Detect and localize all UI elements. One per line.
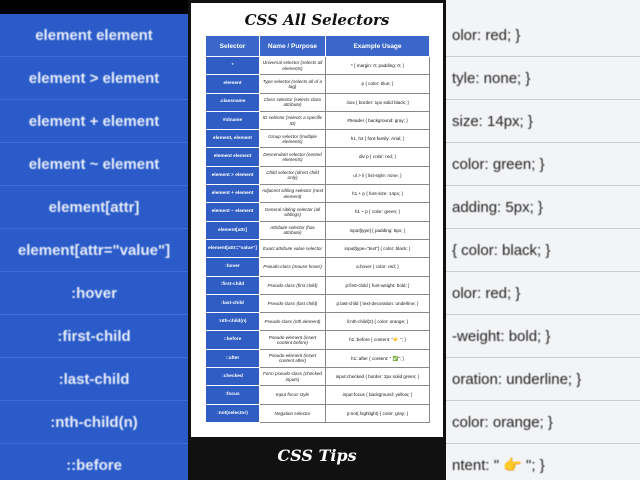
table-row [206, 203, 430, 221]
selector-cell: * [206, 57, 260, 75]
table-row [206, 294, 430, 312]
example-cell: h1 + p { font-size: 14px; } [326, 185, 430, 203]
selector-cell: element [206, 75, 260, 93]
table-row [206, 57, 430, 75]
purpose-cell: Pseudo-class (nth element) [260, 313, 326, 331]
background-example-row [446, 143, 640, 186]
background-example-row [446, 401, 640, 444]
background-selector-row [0, 186, 188, 229]
table-row [206, 258, 430, 276]
background-example-text: color: green; } [452, 155, 545, 173]
background-example-row [446, 315, 640, 358]
background-selector-text: :hover [71, 284, 117, 302]
purpose-cell: Pseudo-element (insert content before) [260, 331, 326, 349]
example-cell: div p { color: red; } [326, 148, 430, 166]
header-example: Example Usage [326, 36, 430, 57]
background-example-row [446, 186, 640, 229]
table-row [206, 368, 430, 386]
table-row [206, 313, 430, 331]
selector-cell: ::after [206, 349, 260, 367]
background-selector-row [0, 229, 188, 272]
table-row [206, 166, 430, 184]
table-row [206, 386, 430, 404]
background-selector-text: element + element [28, 112, 160, 130]
background-left-panel [0, 0, 188, 480]
background-example-row [446, 444, 640, 480]
purpose-cell: Universal selector (selects all elements) [260, 57, 326, 75]
background-selector-text: element[attr="value"] [17, 241, 171, 259]
table-row [206, 276, 430, 294]
purpose-cell: Pseudo-class (first child) [260, 276, 326, 294]
selector-cell: element + element [206, 185, 260, 203]
background-selector-row [0, 100, 188, 143]
purpose-cell: Class selector (selects class attribute) [260, 93, 326, 111]
selector-cell: :hover [206, 258, 260, 276]
purpose-cell: General sibling selector (all siblings) [260, 203, 326, 221]
background-example-text: { color: black; } [452, 241, 551, 259]
background-example-text: ntent: " 👉 "; } [452, 457, 545, 474]
selector-cell: element ~ element [206, 203, 260, 221]
selector-cell: :nth-child(n) [206, 313, 260, 331]
selectors-table [205, 35, 430, 423]
background-example-row [446, 272, 640, 315]
page-title: CSS All Selectors [244, 11, 390, 29]
table-row [206, 111, 430, 129]
background-selector-text: :first-child [57, 327, 131, 345]
background-example-row [446, 358, 640, 401]
example-cell: input:focus { background: yellow; } [326, 386, 430, 404]
background-selector-row [0, 57, 188, 100]
purpose-cell: Form pseudo-class (checked inputs) [260, 368, 326, 386]
header-selector: Selector [206, 36, 260, 57]
background-selector-row [0, 315, 188, 358]
background-selector-row [0, 272, 188, 315]
purpose-cell: Pseudo-class (mouse hover) [260, 258, 326, 276]
selector-cell: :focus [206, 386, 260, 404]
selector-cell: .classname [206, 93, 260, 111]
selector-cell: element[attr] [206, 221, 260, 239]
example-cell: p:not(.highlight) { color: gray; } [326, 404, 430, 422]
selector-cell: :last-child [206, 294, 260, 312]
example-cell: h1::before { content: "👉 "; } [326, 331, 430, 349]
selector-cell: element, element [206, 130, 260, 148]
table-row [206, 404, 430, 422]
background-selector-text: element element [35, 26, 153, 44]
example-cell: input[type] { padding: 5px; } [326, 221, 430, 239]
example-cell: li:nth-child(2) { color: orange; } [326, 313, 430, 331]
selector-cell: :not(selector) [206, 404, 260, 422]
background-selector-row [0, 401, 188, 444]
background-selector-text: element > element [28, 69, 160, 87]
selector-cell: :checked [206, 368, 260, 386]
purpose-cell: Adjacent sibling selector (next element) [260, 185, 326, 203]
table-header-row [206, 36, 430, 57]
background-example-text: size: 14px; } [452, 112, 533, 130]
background-example-row [446, 100, 640, 143]
purpose-cell: Attribute selector (has attribute) [260, 221, 326, 239]
purpose-cell: Exact attribute value selector [260, 239, 326, 257]
purpose-cell: Type selector (selects all of a tag) [260, 75, 326, 93]
background-example-text: -weight: bold; } [452, 327, 551, 345]
tips-card [188, 0, 446, 480]
selector-cell: element > element [206, 166, 260, 184]
purpose-cell: Child selector (direct child only) [260, 166, 326, 184]
purpose-cell: Descendant selector (nested elements) [260, 148, 326, 166]
background-example-text: olor: red; } [452, 284, 521, 302]
table-row [206, 93, 430, 111]
background-selector-row [0, 14, 188, 57]
header-purpose: Name / Purpose [260, 36, 326, 57]
example-cell: h1::after { content: " ✅"; } [326, 349, 430, 367]
background-selector-text: element[attr] [48, 198, 140, 216]
example-cell: input[type="text"] { color: black; } [326, 239, 430, 257]
selector-cell: element element [206, 148, 260, 166]
background-selector-row [0, 143, 188, 186]
purpose-cell: Pseudo-class (last child) [260, 294, 326, 312]
background-selector-text: :last-child [58, 370, 130, 388]
example-cell: * { margin: 0; padding: 0; } [326, 57, 430, 75]
example-cell: h1, h2 { font-family: Arial; } [326, 130, 430, 148]
example-cell: a:hover { color: red; } [326, 258, 430, 276]
table-row [206, 130, 430, 148]
purpose-cell: Group selector (multiple elements) [260, 130, 326, 148]
background-selector-row [0, 444, 188, 480]
example-cell: h1 ~ p { color: green; } [326, 203, 430, 221]
background-example-row [446, 57, 640, 100]
table-row [206, 349, 430, 367]
example-cell: input:checked { border: 2px solid green; } [326, 368, 430, 386]
table-row [206, 148, 430, 166]
selector-cell: :first-child [206, 276, 260, 294]
purpose-cell: Input focus style [260, 386, 326, 404]
table-row [206, 221, 430, 239]
selector-cell: #idname [206, 111, 260, 129]
selector-cell: element[attr="value"] [206, 239, 260, 257]
background-selector-text: ::before [66, 456, 122, 474]
table-row [206, 239, 430, 257]
background-selector-text: :nth-child(n) [50, 413, 138, 431]
example-cell: p:first-child { font-weight: bold; } [326, 276, 430, 294]
table-row [206, 185, 430, 203]
purpose-cell: Pseudo-element (insert content after) [260, 349, 326, 367]
example-cell: p:last-child { text-decoration: underline; } [326, 294, 430, 312]
purpose-cell: Negation selector [260, 404, 326, 422]
background-example-text: tyle: none; } [452, 69, 531, 87]
background-example-text: color: orange; } [452, 413, 553, 431]
example-cell: ul > li { list-style: none; } [326, 166, 430, 184]
tips-sheet [191, 3, 443, 437]
background-example-text: adding: 5px; } [452, 198, 543, 216]
background-example-row [446, 14, 640, 57]
example-cell: p { color: blue; } [326, 75, 430, 93]
background-example-text: oration: underline; } [452, 370, 582, 388]
background-selector-text: element ~ element [28, 155, 160, 173]
selector-cell: ::before [206, 331, 260, 349]
example-cell: #header { background: gray; } [326, 111, 430, 129]
table-row [206, 331, 430, 349]
table-row [206, 75, 430, 93]
background-selector-row [0, 358, 188, 401]
footer-caption: CSS Tips [277, 446, 357, 465]
purpose-cell: ID selector (selects a specific ID) [260, 111, 326, 129]
background-example-row [446, 229, 640, 272]
example-cell: .box { border: 1px solid black; } [326, 93, 430, 111]
background-right-panel [446, 0, 640, 480]
background-example-text: olor: red; } [452, 26, 521, 44]
